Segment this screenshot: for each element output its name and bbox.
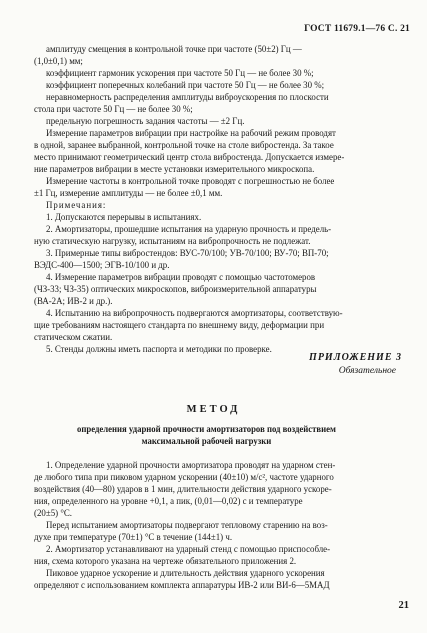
text-line: (ВА-2А; ИВ-2 и др.).: [34, 296, 113, 306]
method-subtitle-line: максимальной рабочей нагрузки: [141, 436, 272, 446]
text-line: щие требованиям настоящего стандарта по внешнему виду, деформации при: [34, 320, 325, 330]
text-line: 3. Примерные типы вибростендов: ВУС-70/100; УВ-70/100; ВУ-70; ВП-70;: [46, 248, 329, 258]
text-line: (20±5) °С.: [34, 508, 73, 518]
method-title: МЕТОД: [186, 404, 241, 415]
text-line: ную статическую нагрузку, испытаниям на вибропрочность не подлежат.: [34, 236, 311, 246]
text-line: 1. Определение ударной прочности амортизатора проводят на ударном стен-: [46, 460, 336, 470]
text-line: амплитуду смещения в контрольной точке при частоте (50±2) Гц —: [46, 44, 302, 54]
text-line: ния, определенного на уровне +0,1, а пик, (0,01—0,02) с и температуре: [34, 496, 303, 506]
text-line: 1. Допускаются перерывы в испытаниях.: [46, 212, 202, 222]
text-line: 5. Стенды должны иметь паспорта и методики по проверке.: [46, 344, 272, 354]
text-line: место принимают геометрический центр стола вибростенда. Допускается измере-: [34, 152, 345, 162]
text-line: стола при частоте 50 Гц — не более 30 %;: [34, 104, 193, 114]
text-line: 2. Амортизатор устанавливают на ударный стенд с помощью приспособле-: [46, 544, 331, 554]
text-line: неравномерность распределения амплитуды виброускорения по плоскости: [46, 92, 329, 102]
text-line: де любого типа при пиковом ударном ускорении (40±10) м/с², частоте ударного: [34, 472, 334, 482]
text-line: воздействия (40—80) ударов в 1 мин, длительности действия ударного ускоре-: [34, 484, 332, 494]
text-line: Пиковое ударное ускорение и длительность действия ударного ускорения: [46, 568, 325, 578]
text-line: определяют с использованием комплекта аппаратуры ИВ-2 или ВИ-6—5МАД: [34, 580, 330, 590]
page-number: 21: [398, 600, 409, 611]
text-line: статическом сжатии.: [34, 332, 113, 342]
appendix-status: Обязательное: [338, 366, 396, 376]
text-line: духе при температуре (70±1) °С в течение (144±1) ч.: [34, 532, 233, 542]
text-line: ВЭДС-400—1500; ЭГВ-10/100 и др.: [34, 260, 170, 270]
text-line: Перед испытанием амортизаторы подвергают тепловому старению на воз-: [46, 520, 328, 530]
text-line: ние параметров вибрации в месте установки измерительного микроскопа.: [34, 164, 315, 174]
text-line: ния, схема которого указана на чертеже обязательного приложения 2.: [34, 556, 297, 566]
text-line: ±1 Гц, измерение амплитуды — не более ±0,1 мм.: [34, 188, 223, 198]
text-line: Измерение параметров вибрации при настройке на рабочий режим проводят: [46, 128, 336, 138]
text-line: 2. Амортизаторы, прошедшие испытания на ударную прочность и предель-: [46, 224, 332, 234]
text-line: (ЧЗ-33; ЧЗ-35) оптических микроскопов, виброизмерительной аппаратуры: [34, 284, 317, 294]
text-line: коэффициент гармоник ускорения при частоте 50 Гц — не более 30 %;: [46, 68, 314, 78]
text-line: (1,0±0,1) мм;: [34, 56, 83, 66]
method-subtitle-line: определения ударной прочности амортизаторов под воздействием: [77, 424, 336, 434]
text-line: предельную погрешность задания частоты — ±2 Гц.: [46, 116, 245, 126]
appendix-label: ПРИЛОЖЕНИЕ 3: [309, 352, 402, 363]
text-line: 4. Измерение параметров вибрации проводят с помощью частотомеров: [46, 272, 316, 282]
text-line: в одной, заранее выбранной, контрольной точке на столе вибростенда. За такое: [34, 140, 334, 150]
text-line: Измерение частоты в контрольной точке проводят с погрешностью не более: [46, 176, 335, 186]
notes-heading: Примечания:: [46, 200, 107, 210]
text-line: 4. Испытанию на вибропрочность подвергаются амортизаторы, соответствую-: [46, 308, 343, 318]
page-header: ГОСТ 11679.1—76 С. 21: [304, 24, 410, 34]
text-line: коэффициент поперечных колебаний при частоте 50 Гц — не более 30 %;: [46, 80, 325, 90]
